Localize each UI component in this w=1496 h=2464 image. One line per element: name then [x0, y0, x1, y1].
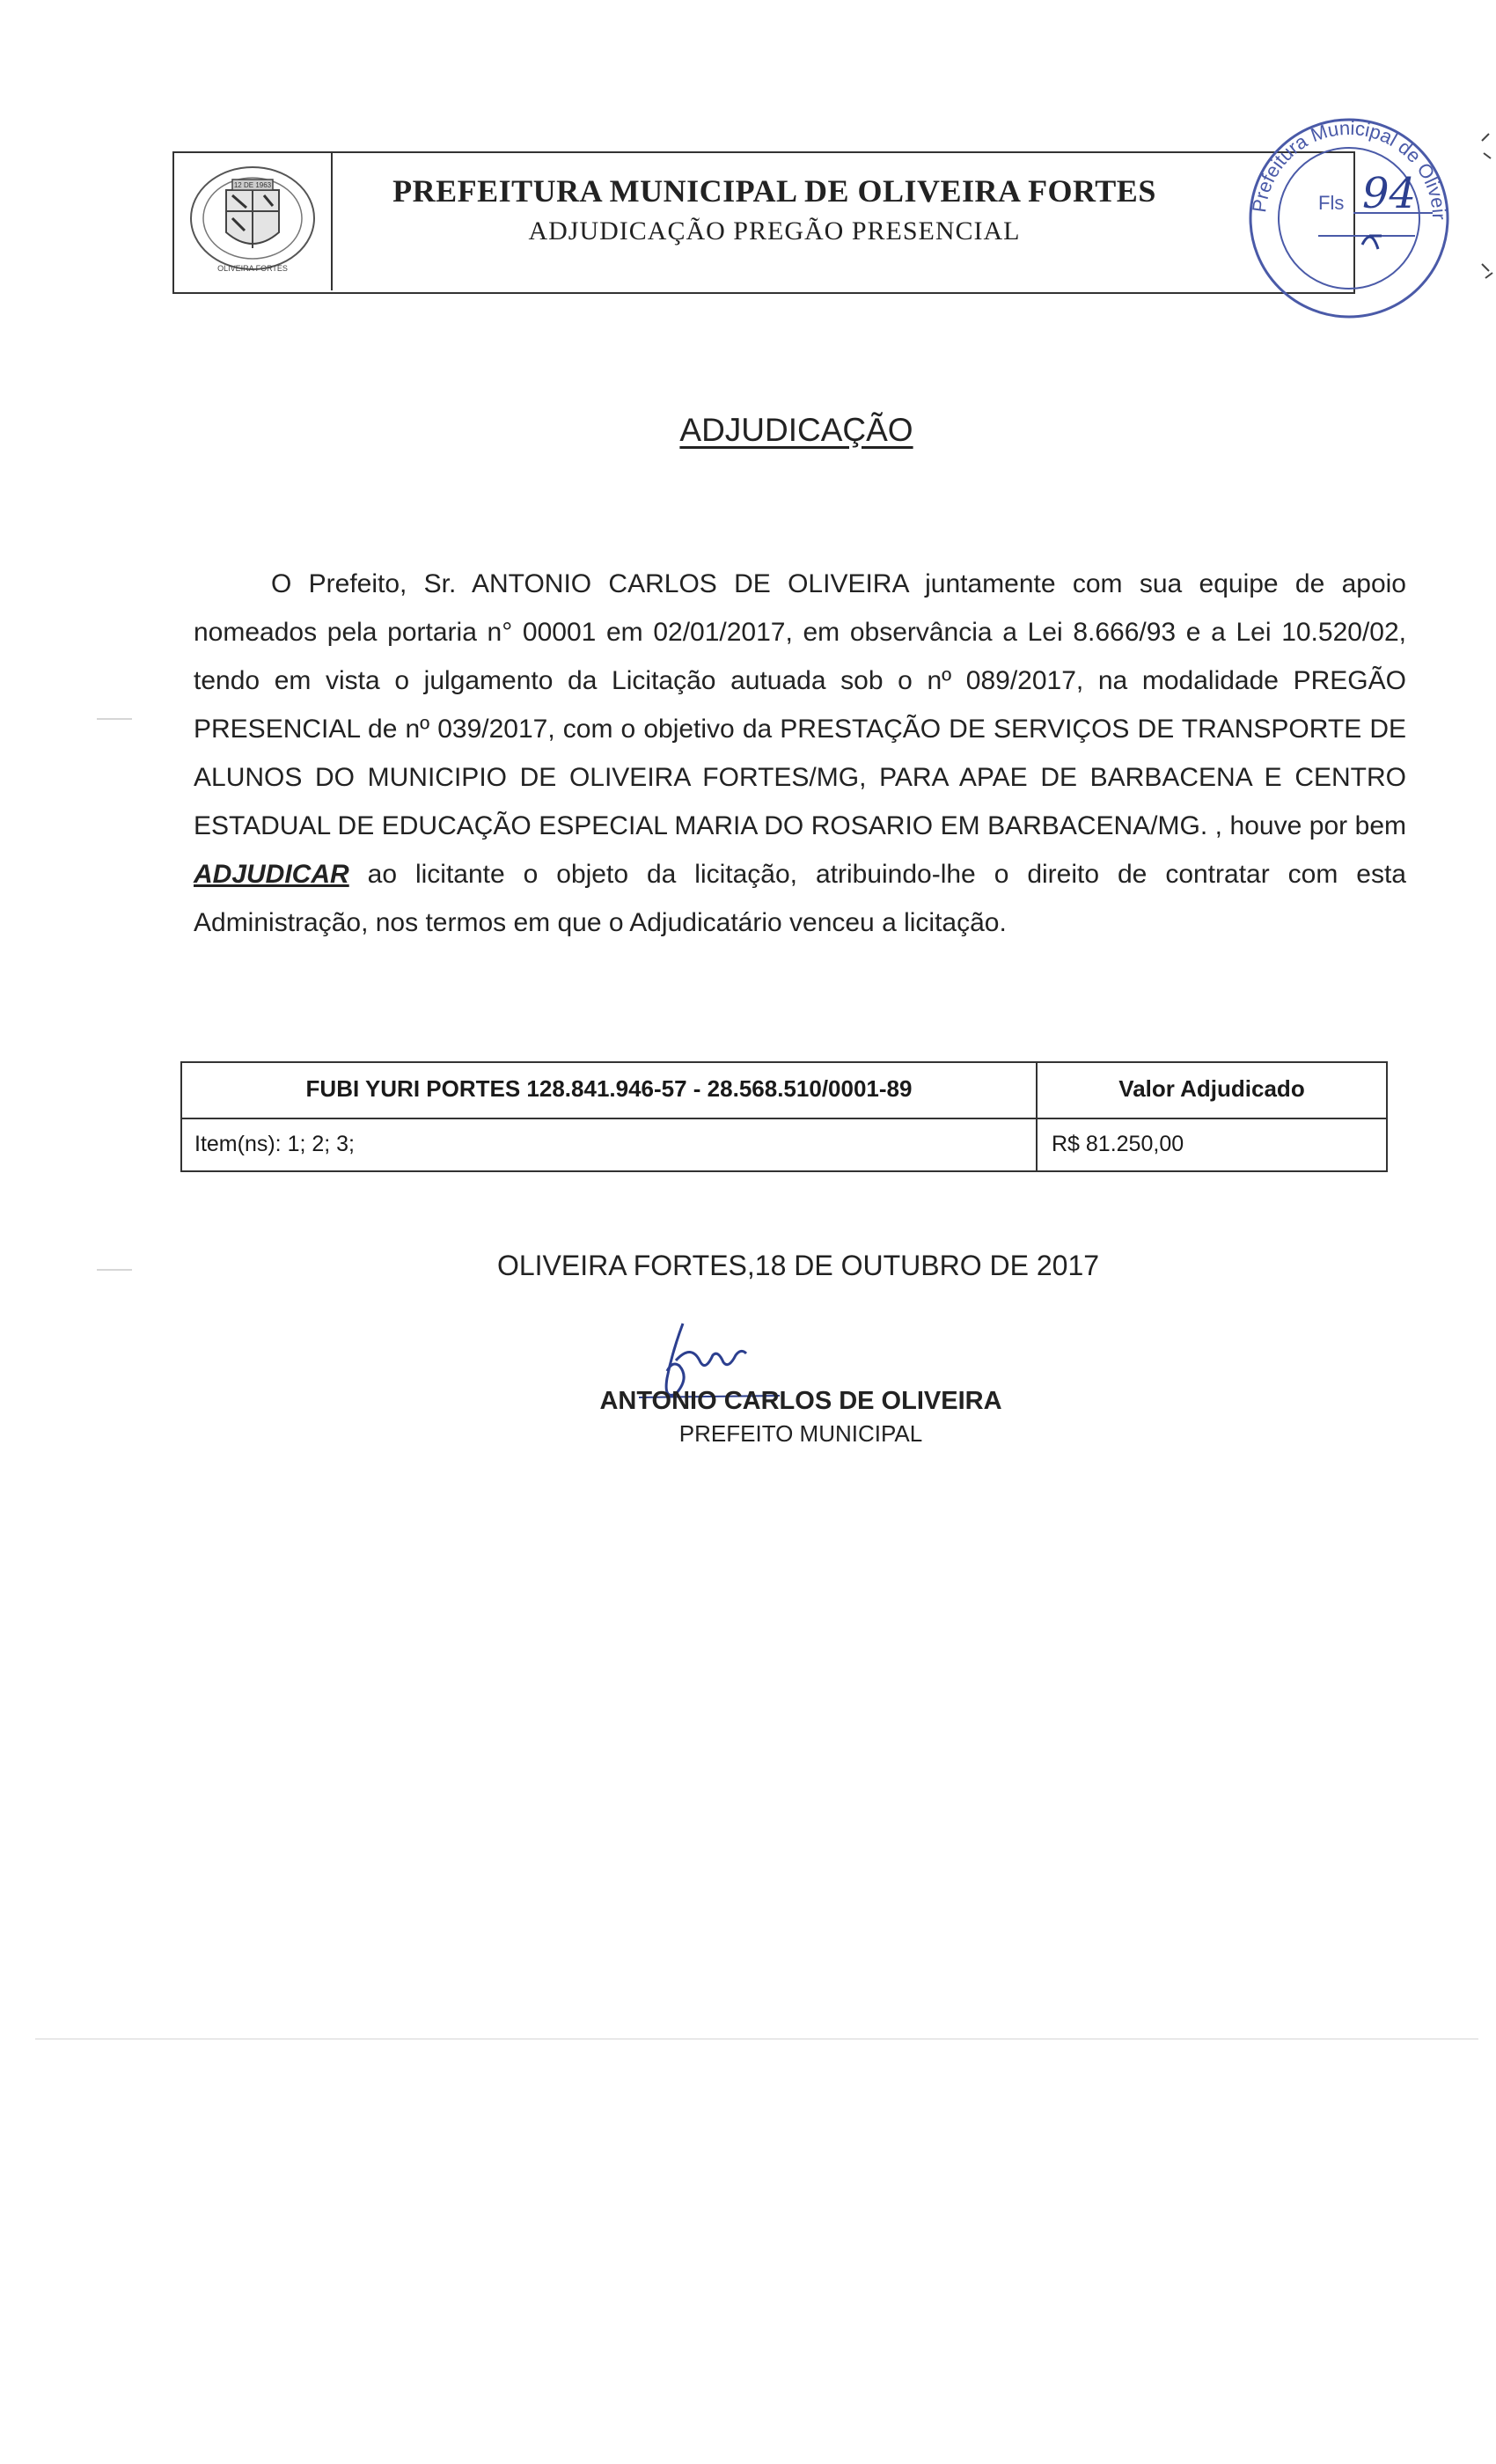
svg-text:OLIVEIRA FORTES: OLIVEIRA FORTES	[217, 264, 288, 273]
stamp-page-number: 94	[1362, 169, 1417, 218]
scan-margin-marks	[1478, 132, 1496, 290]
scan-artifact	[97, 718, 132, 720]
svg-text:12 DE 1963: 12 DE 1963	[233, 181, 272, 189]
stamp-fls-label: Fls	[1318, 192, 1345, 214]
document-heading: ADJUDICAÇÃO	[679, 412, 913, 448]
scan-artifact	[97, 1269, 132, 1271]
paragraph-text-part2: ao licitante o objeto da licitação, atribuindo-lhe o direito de contratar com esta Administração, nos termos em que o Adjudicatário venceu a licitação.	[194, 860, 1406, 937]
stamp-initials	[1362, 236, 1382, 249]
header-subtitle: ADJUDICAÇÃO PREGÃO PRESENCIAL	[528, 216, 1021, 246]
scan-artifact-line	[35, 2038, 1478, 2040]
adjudication-paragraph	[194, 560, 1406, 947]
place-date: OLIVEIRA FORTES,18 DE OUTUBRO DE 2017	[496, 1250, 1100, 1281]
value-cell: R$ 81.250,00	[1052, 1132, 1184, 1156]
adjudicar-emphasis: ADJUDICAR	[194, 860, 349, 889]
paragraph-text-part1: O Prefeito, Sr. ANTONIO CARLOS DE OLIVEIRA juntamente com sua equipe de apoio nomeados pela portaria n° 00001 em 02/01/2017, em observância a Lei 8.666/93 e a Lei 10.520/02, tendo em vista o julgamento da Licitação autuada sob o nº 089/2017, na modalidade PREGÃO PRESENCIAL de nº 039/2017, com o objetivo da PRESTAÇÃO DE SERVIÇOS DE TRANSPORTE DE ALUNOS DO MUNICIPIO DE OLIVEIRA FORTES/MG, PARA APAE DE BARBACENA E CENTRO ESTADUAL DE EDUCAÇÃO ESPECIAL MARIA DO ROSARIO EM BARBACENA/MG. , houve por bem	[194, 569, 1406, 840]
folio-stamp	[1230, 104, 1468, 328]
stamp-ring-text: Prefeitura Municipal de Oliveir	[1248, 116, 1451, 220]
vendor-cell: FUBI YURI PORTES 128.841.946-57 - 28.568.510/0001-89	[305, 1075, 913, 1102]
items-cell: Item(ns): 1; 2; 3;	[194, 1132, 356, 1156]
signer-role: PREFEITO MUNICIPAL	[678, 1420, 923, 1447]
header-title: PREFEITURA MUNICIPAL DE OLIVEIRA FORTES	[392, 173, 1156, 209]
value-header-cell: Valor Adjudicado	[1118, 1075, 1305, 1102]
signer-name: ANTONIO CARLOS DE OLIVEIRA	[599, 1387, 1002, 1415]
adjudication-table	[180, 1061, 1388, 1172]
